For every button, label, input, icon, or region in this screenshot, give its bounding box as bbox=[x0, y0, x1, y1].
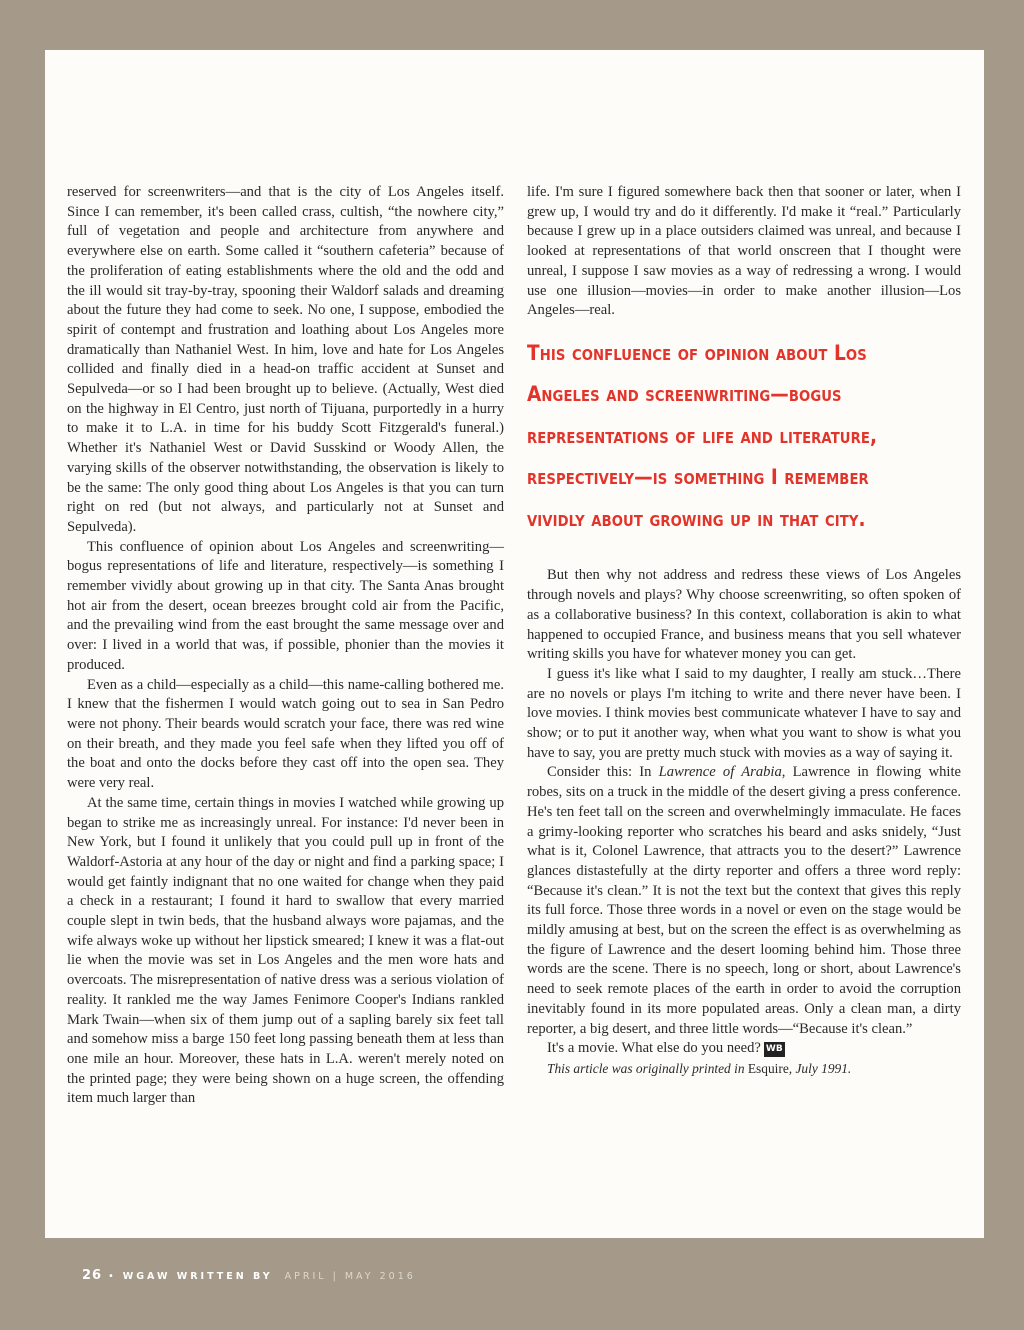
page-footer bbox=[82, 1268, 416, 1283]
closing-line bbox=[527, 1039, 961, 1059]
body-paragraph: I guess it's like what I said to my daughter, I really am stuck…There are no novels or plays I'm itching to write and there never have been. I love movies. I think movies best communicate whatever I have to say and show; or to put it another way, when what you want to show is what you have to say, you are pretty much stuck with movies as a way of saying it. bbox=[527, 665, 961, 761]
paragraph-text: , Lawrence in flowing white robes, sits on a truck in the middle of the desert giving a press conference. He's ten feet tall on the screen and overwhelmingly immaculate. He faces a grimy-looking reporter who scratches his beard and asks snidely, “Just what is it, Colonel Lawrence, that attracts you to the desert?” Lawrence glances distastefully at the dirty reporter and offers a three word reply: “Because it's clean.” It is not the text but the context that gives this reply its full force. Those three words in a novel or even on the stage would be mildly amusing at best, but on the screen the effect is as overwhelming as the figure of Lawrence and the desert looming behind him. Those three words are the scene. There is no speech, long or short, about Lawrence's need to seek remote places of the earth in order to avoid the corruption inevitably found in its more populated areas. Only a clean man, a dirty reporter, a big desert, and three little words—“Because it's clean.” bbox=[527, 764, 961, 1037]
body-paragraph: But then why not address and redress these views of Los Angeles through novels and plays? Why choose screenwriting, so often spoken of as a collaborative business? In this context, collaboration is akin to what happened to occupied France, and business means that you sell whatever writing skills you have for whatever money you can get. bbox=[527, 567, 961, 663]
body-paragraph: life. I'm sure I figured somewhere back then that sooner or later, when I grew up, I would try and do it differently. I'd make it “real.” Particularly because I grew up in a place outsiders claimed was unreal, and because I looked at representations of that world onscreen that I thought were unreal, I suppose I saw movies as a way of redressing a wrong. I would use one illusion—movies—in order to make another illusion—Los Angeles—real. bbox=[527, 184, 961, 319]
body-paragraph: At the same time, certain things in movies I watched while growing up began to strike me as increasingly unreal. For instance: I'd never been in New York, but I found it unlikely that you could pull up in front of the Waldorf-Astoria at any hour of the day or night and find a parking space; I would get faintly indignant that no one waited for change when they paid a check in a restaurant; I found it hard to swallow that every married couple slept in twin beds, that the husband always wore pajamas, and the wife always woke up without her lipstick smeared; I knew it was a flat-out lie when the movie was set in Los Angeles and the men wore hats and overcoats. The misrepresentation of native dress was a serious violation of reality. It rankled me the way James Fenimore Cooper's Indians rankled Mark Twain—when six of them jump out of a sapling barely six feet tall and somehow miss a barge 150 feet long passing beneath them at less than one mile an hour. Moreover, these hats in L.A. weren't merely noted on the printed page; they were being shown on a huge screen, the offending item much larger than bbox=[67, 794, 504, 1107]
body-paragraph: reserved for screenwriters—and that is the city of Los Angeles itself. Since I can remember, it's been called crass, cultish, “the nowhere city,” full of vegetation and people and architecture from anywhere and everywhere else on earth. Some called it “southern cafeteria” because of the proliferation of eating establishments where the old and the odd and the ill would sit tray-by-tray, spooning their Waldorf salads and dreaming about the future they had come to seek. No one, I suppose, embodied the spirit of contempt and frustration and loathing about Los Angeles more dramatically than Nathaniel West. In him, love and hate for Los Angeles collided and finally died in a head-on traffic accident at Sunset and Sepulveda—or so I had been brought up to believe. (Actually, West died on the highway in El Centro, just north of Tijuana, purportedly in a hurry to make it to L.A. in time for his buddy Scott Fitzgerald's funeral.) Whether it's Nathaniel West or David Susskind or Woody Allen, the varying skills of the observer notwithstanding, the observation is likely to be the same: The only good thing about Los Angeles is that you can turn right on red (but not always, and particularly not at Sunset and Sepulveda). bbox=[67, 184, 504, 535]
magazine-page bbox=[45, 50, 984, 1238]
footer-bullet: • bbox=[108, 1271, 117, 1282]
issue-date: APRIL | MAY 2016 bbox=[284, 1271, 416, 1282]
film-title: Lawrence of Arabia bbox=[658, 764, 782, 781]
publication-name: Esquire bbox=[747, 1061, 789, 1076]
body-paragraph: Even as a child—especially as a child—this name-calling bothered me. I knew that the fishermen I would watch going out to sea in San Pedro were not phony. Their beards would scratch your face, there was red wine on their breath, and they made you feel safe when they lifted you off of the boat and onto the docks before they cast off into the open sea. They were very real. bbox=[67, 676, 504, 792]
source-note bbox=[527, 1059, 961, 1079]
pull-quote: This confluence of opinion about Los Angeles and screenwriting—bogus representations of life and literature, respectively—is something I remember vividly about growing up in that city. bbox=[527, 340, 878, 531]
closing-text: It's a movie. What else do you need? bbox=[547, 1040, 761, 1057]
publication-title: WGAW WRITTEN BY bbox=[122, 1271, 273, 1282]
body-paragraph: This confluence of opinion about Los Angeles and screenwriting—bogus representations of life and literature, respectively—is something I remember vividly about growing up in that city. The Santa Anas brought hot air from the desert, ocean breezes brought cold air from the Pacific, and the prevailing wind from the east brought the same message over and over: I lived in a world that was, if possible, phonier than the movies it produced. bbox=[67, 538, 504, 673]
body-paragraph bbox=[527, 763, 961, 1039]
page-number: 26 bbox=[82, 1268, 103, 1283]
note-lead: This article was originally printed in bbox=[547, 1061, 748, 1076]
right-column bbox=[527, 183, 961, 1079]
left-column bbox=[67, 183, 504, 1109]
note-date: , July 1991. bbox=[788, 1061, 852, 1076]
end-mark: WB bbox=[764, 1042, 785, 1057]
paragraph-lead: Consider this: In bbox=[547, 764, 659, 781]
